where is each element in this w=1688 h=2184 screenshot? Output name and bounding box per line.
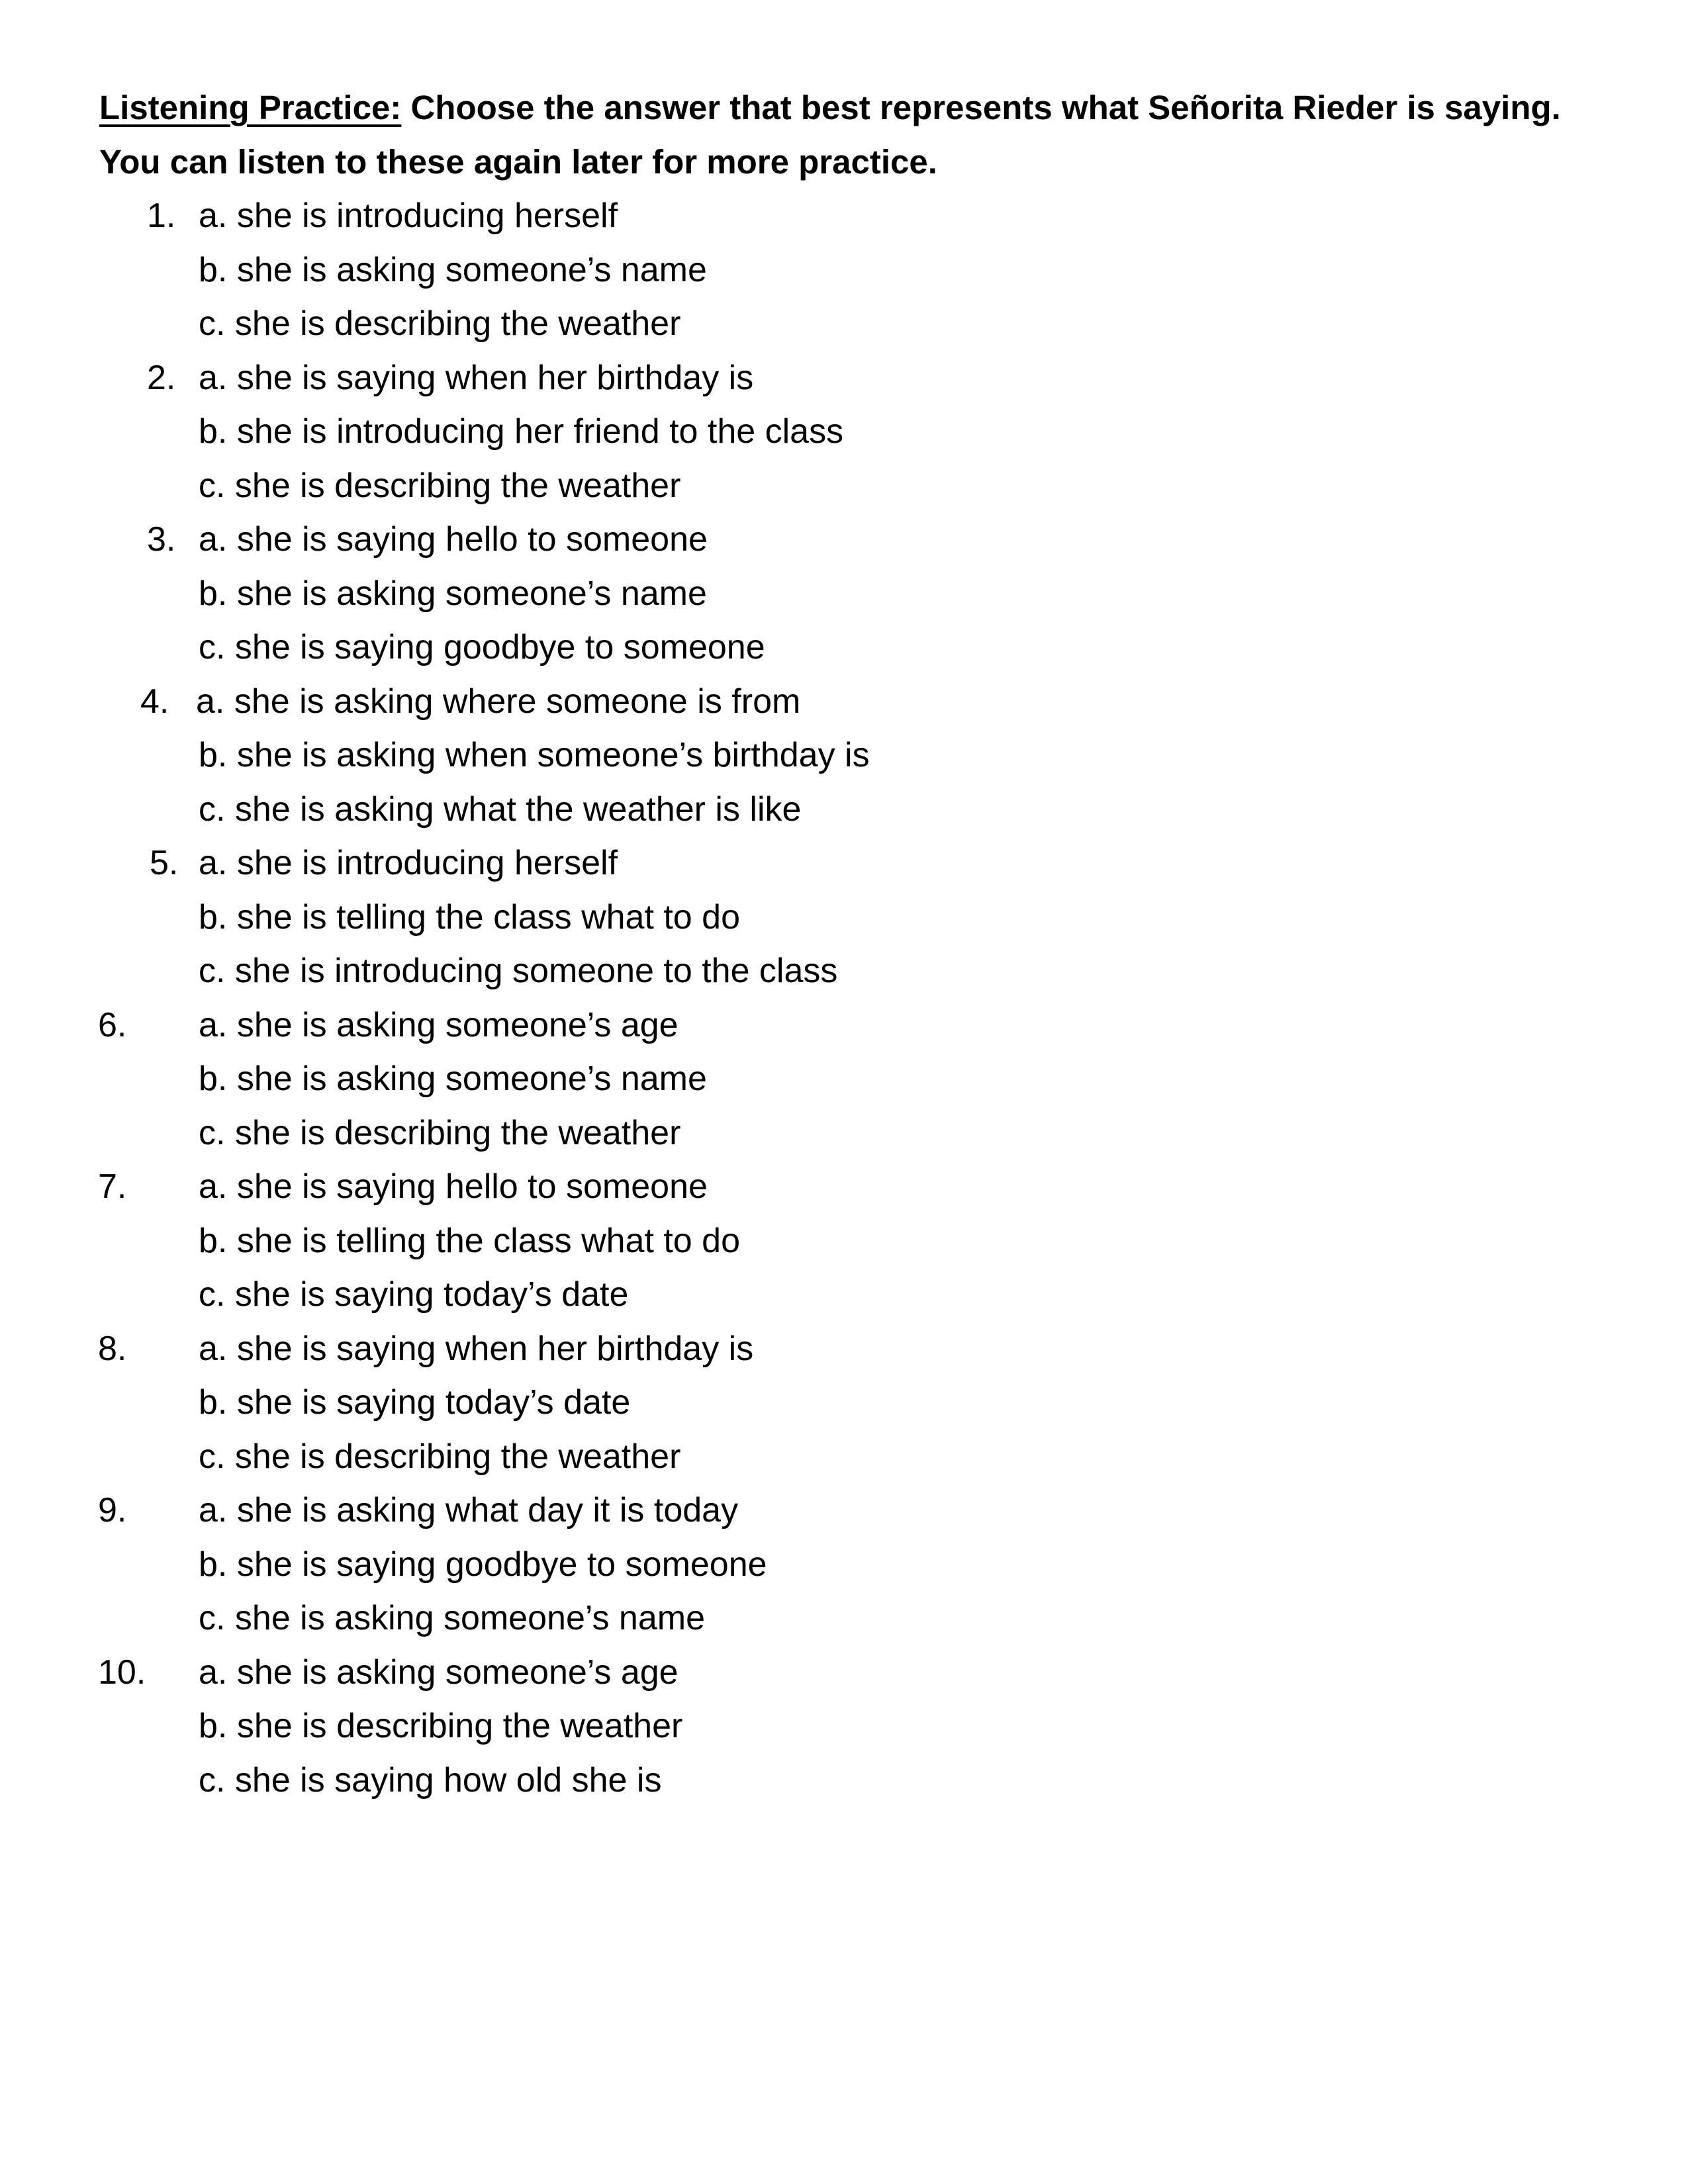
question-6 — [0, 999, 1688, 1161]
option-text: a. she is asking someone’s age — [199, 1653, 679, 1692]
option-a — [0, 1322, 1688, 1377]
option-text: c. she is introducing someone to the class — [199, 952, 838, 990]
option-text: c. she is describing the weather — [199, 1437, 681, 1476]
option-text: b. she is introducing her friend to the class — [199, 412, 844, 451]
question-9 — [0, 1484, 1688, 1646]
option-text: c. she is describing the weather — [199, 466, 681, 505]
option-text: c. she is asking someone’s name — [199, 1599, 705, 1637]
option-a — [0, 1160, 1688, 1214]
question-8 — [0, 1322, 1688, 1484]
option-b — [0, 729, 1688, 783]
option-text: a. she is introducing herself — [199, 197, 618, 235]
option-text: a. she is saying when her birthday is — [199, 358, 754, 397]
option-b — [0, 567, 1688, 621]
instructions-line-1 — [99, 81, 1622, 135]
option-c — [0, 944, 1688, 999]
question-number: 1. — [147, 197, 176, 235]
question-7 — [0, 1160, 1688, 1322]
option-a — [0, 1484, 1688, 1538]
option-c — [0, 297, 1688, 351]
option-text: c. she is saying today’s date — [199, 1275, 629, 1314]
option-b — [0, 405, 1688, 459]
option-text: a. she is introducing herself — [199, 844, 618, 882]
option-text: a. she is saying when her birthday is — [199, 1329, 754, 1368]
question-number: 7. — [98, 1167, 127, 1206]
option-b — [0, 1376, 1688, 1430]
option-b — [0, 1538, 1688, 1592]
option-c — [0, 621, 1688, 675]
option-text: c. she is describing the weather — [199, 1113, 681, 1152]
question-number: 8. — [98, 1329, 127, 1368]
option-text: b. she is saying goodbye to someone — [199, 1545, 767, 1584]
option-c — [0, 1107, 1688, 1161]
option-text: b. she is telling the class what to do — [199, 1221, 741, 1260]
option-a — [0, 513, 1688, 567]
option-a — [0, 1646, 1688, 1700]
option-text: b. she is asking someone’s name — [199, 250, 707, 289]
instructions-text: Choose the answer that best represents what Señorita Rieder is saying. — [401, 89, 1561, 126]
option-text: a. she is asking where someone is from — [196, 682, 801, 721]
question-3 — [0, 513, 1688, 675]
question-list — [0, 189, 1688, 1807]
question-1 — [0, 189, 1688, 351]
question-number: 9. — [98, 1491, 127, 1529]
option-a — [0, 675, 1688, 729]
option-b — [0, 891, 1688, 945]
option-text: b. she is asking someone’s name — [199, 1060, 707, 1098]
section-label: Listening Practice: — [99, 89, 402, 126]
question-5 — [0, 837, 1688, 999]
option-a — [0, 999, 1688, 1053]
option-a — [0, 189, 1688, 244]
question-4 — [0, 675, 1688, 837]
option-c — [0, 1430, 1688, 1484]
option-c — [0, 1592, 1688, 1646]
option-a — [0, 351, 1688, 406]
option-c — [0, 459, 1688, 514]
question-number: 6. — [98, 1005, 127, 1044]
option-text: b. she is describing the weather — [199, 1707, 683, 1745]
option-a — [0, 837, 1688, 891]
question-number: 2. — [147, 358, 176, 397]
option-text: c. she is saying how old she is — [199, 1760, 662, 1799]
question-10 — [0, 1646, 1688, 1808]
option-text: a. she is saying hello to someone — [199, 1167, 708, 1206]
instructions-heading — [99, 81, 1622, 189]
option-text: a. she is asking what day it is today — [199, 1491, 739, 1529]
question-2 — [0, 351, 1688, 514]
option-b — [0, 1214, 1688, 1269]
option-text: b. she is asking someone’s name — [199, 574, 707, 613]
question-number: 4. — [140, 682, 169, 721]
option-text: a. she is asking someone’s age — [199, 1005, 679, 1044]
option-b — [0, 244, 1688, 298]
question-number: 5. — [150, 844, 179, 882]
option-text: c. she is describing the weather — [199, 304, 681, 343]
instructions-line-2: You can listen to these again later for more practice. — [99, 143, 937, 181]
option-b — [0, 1052, 1688, 1107]
option-b — [0, 1700, 1688, 1754]
option-text: b. she is telling the class what to do — [199, 897, 741, 936]
option-text: a. she is saying hello to someone — [199, 520, 708, 559]
option-text: c. she is saying goodbye to someone — [199, 628, 765, 666]
option-c — [0, 1754, 1688, 1808]
option-text: b. she is asking when someone’s birthday is — [199, 736, 870, 774]
option-c — [0, 783, 1688, 837]
option-text: b. she is saying today’s date — [199, 1383, 631, 1422]
question-number: 3. — [147, 520, 176, 559]
question-number: 10. — [98, 1653, 146, 1692]
option-text: c. she is asking what the weather is like — [199, 790, 802, 829]
option-c — [0, 1268, 1688, 1322]
